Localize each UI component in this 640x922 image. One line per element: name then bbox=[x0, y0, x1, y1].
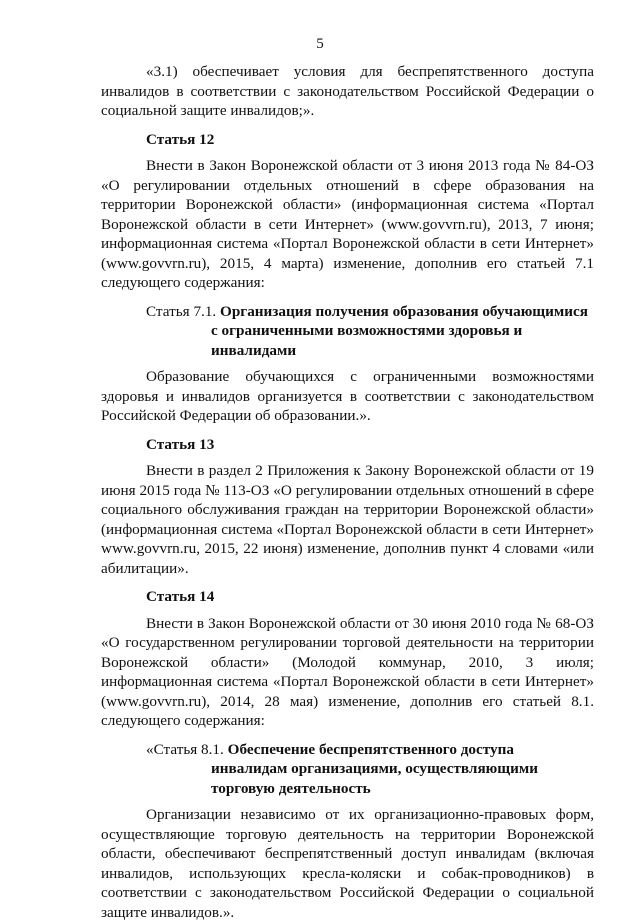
article-8-1-title bbox=[101, 740, 594, 799]
document-body bbox=[101, 62, 594, 922]
article-7-1-name: Организация получения образования обучающимися с ограниченными возможностями здоровья и инвалидами bbox=[211, 302, 588, 359]
article-13-heading: Статья 13 bbox=[146, 435, 215, 453]
article-12-heading: Статья 12 bbox=[146, 130, 215, 148]
page-number: 5 bbox=[316, 36, 324, 52]
article-7-1-prefix: Статья 7.1. bbox=[146, 302, 217, 320]
article-7-1-text: Образование обучающихся с ограниченными возможностями здоровья и инвалидов организуется в соответствии с законодательством Российской Федерации об образовании.». bbox=[101, 368, 594, 424]
article-8-1-name: Обеспечение беспрепятственного доступа инвалидам организациями, осуществляющими торговую деятельность bbox=[211, 740, 538, 797]
article-12-text: Внести в Закон Воронежской области от 3 июня 2013 года № 84-ОЗ «О регулировании отдельных отношений в сфере образования на территории Воронежской области» (информационная система «Портал Воронежской области в сети Интернет» (www.govvrn.ru), 2013, 7 июня; информационная система «Портал Воронежской области в сети Интернет» (www.govvrn.ru), 2015, 4 марта) изменение, дополнив его статьей 7.1 следующего содержания: bbox=[101, 157, 594, 291]
article-8-1-text: Организации независимо от их организационно-правовых форм, осуществляющие торговую деятельность на территории Воронежской области, обеспечивают беспрепятственный доступ инвалидам (включая инвалидов, использующих кресла-коляски и собак-проводников) в соответствии с законодательством Российской Федерации о социальной защите инвалидов.». bbox=[101, 806, 594, 921]
article-8-1-prefix: «Статья 8.1. bbox=[146, 740, 224, 758]
intro-paragraph: «3.1) обеспечивает условия для беспрепятственного доступа инвалидов в соответствии с законодательством Российской Федерации о социальной защите инвалидов;». bbox=[101, 63, 594, 119]
article-14-heading: Статья 14 bbox=[146, 588, 215, 605]
article-14-text: Внести в Закон Воронежской области от 30 июня 2010 года № 68-ОЗ «О государственном регулировании торговой деятельности на территории Воронежской области» (Молодой коммунар, 2010, 3 июля; информационная система «Портал Воронежской области в сети Интернет» (www.govvrn.ru), 2014, 28 мая) изменение, дополнив его статьей 8.1. следующего содержания: bbox=[101, 614, 594, 729]
article-13-text: Внести в раздел 2 Приложения к Закону Воронежской области от 19 июня 2015 года № 113-ОЗ «О регулировании отдельных отношений в сфере социального обслуживания граждан на территории Воронежской области» (информационная система «Портал Воронежской области в сети Интернет» www.govvrn.ru, 2015, 22 июня) изменение, дополнив пункт 4 словами «или абилитации». bbox=[101, 462, 594, 577]
article-7-1-title bbox=[101, 302, 594, 361]
